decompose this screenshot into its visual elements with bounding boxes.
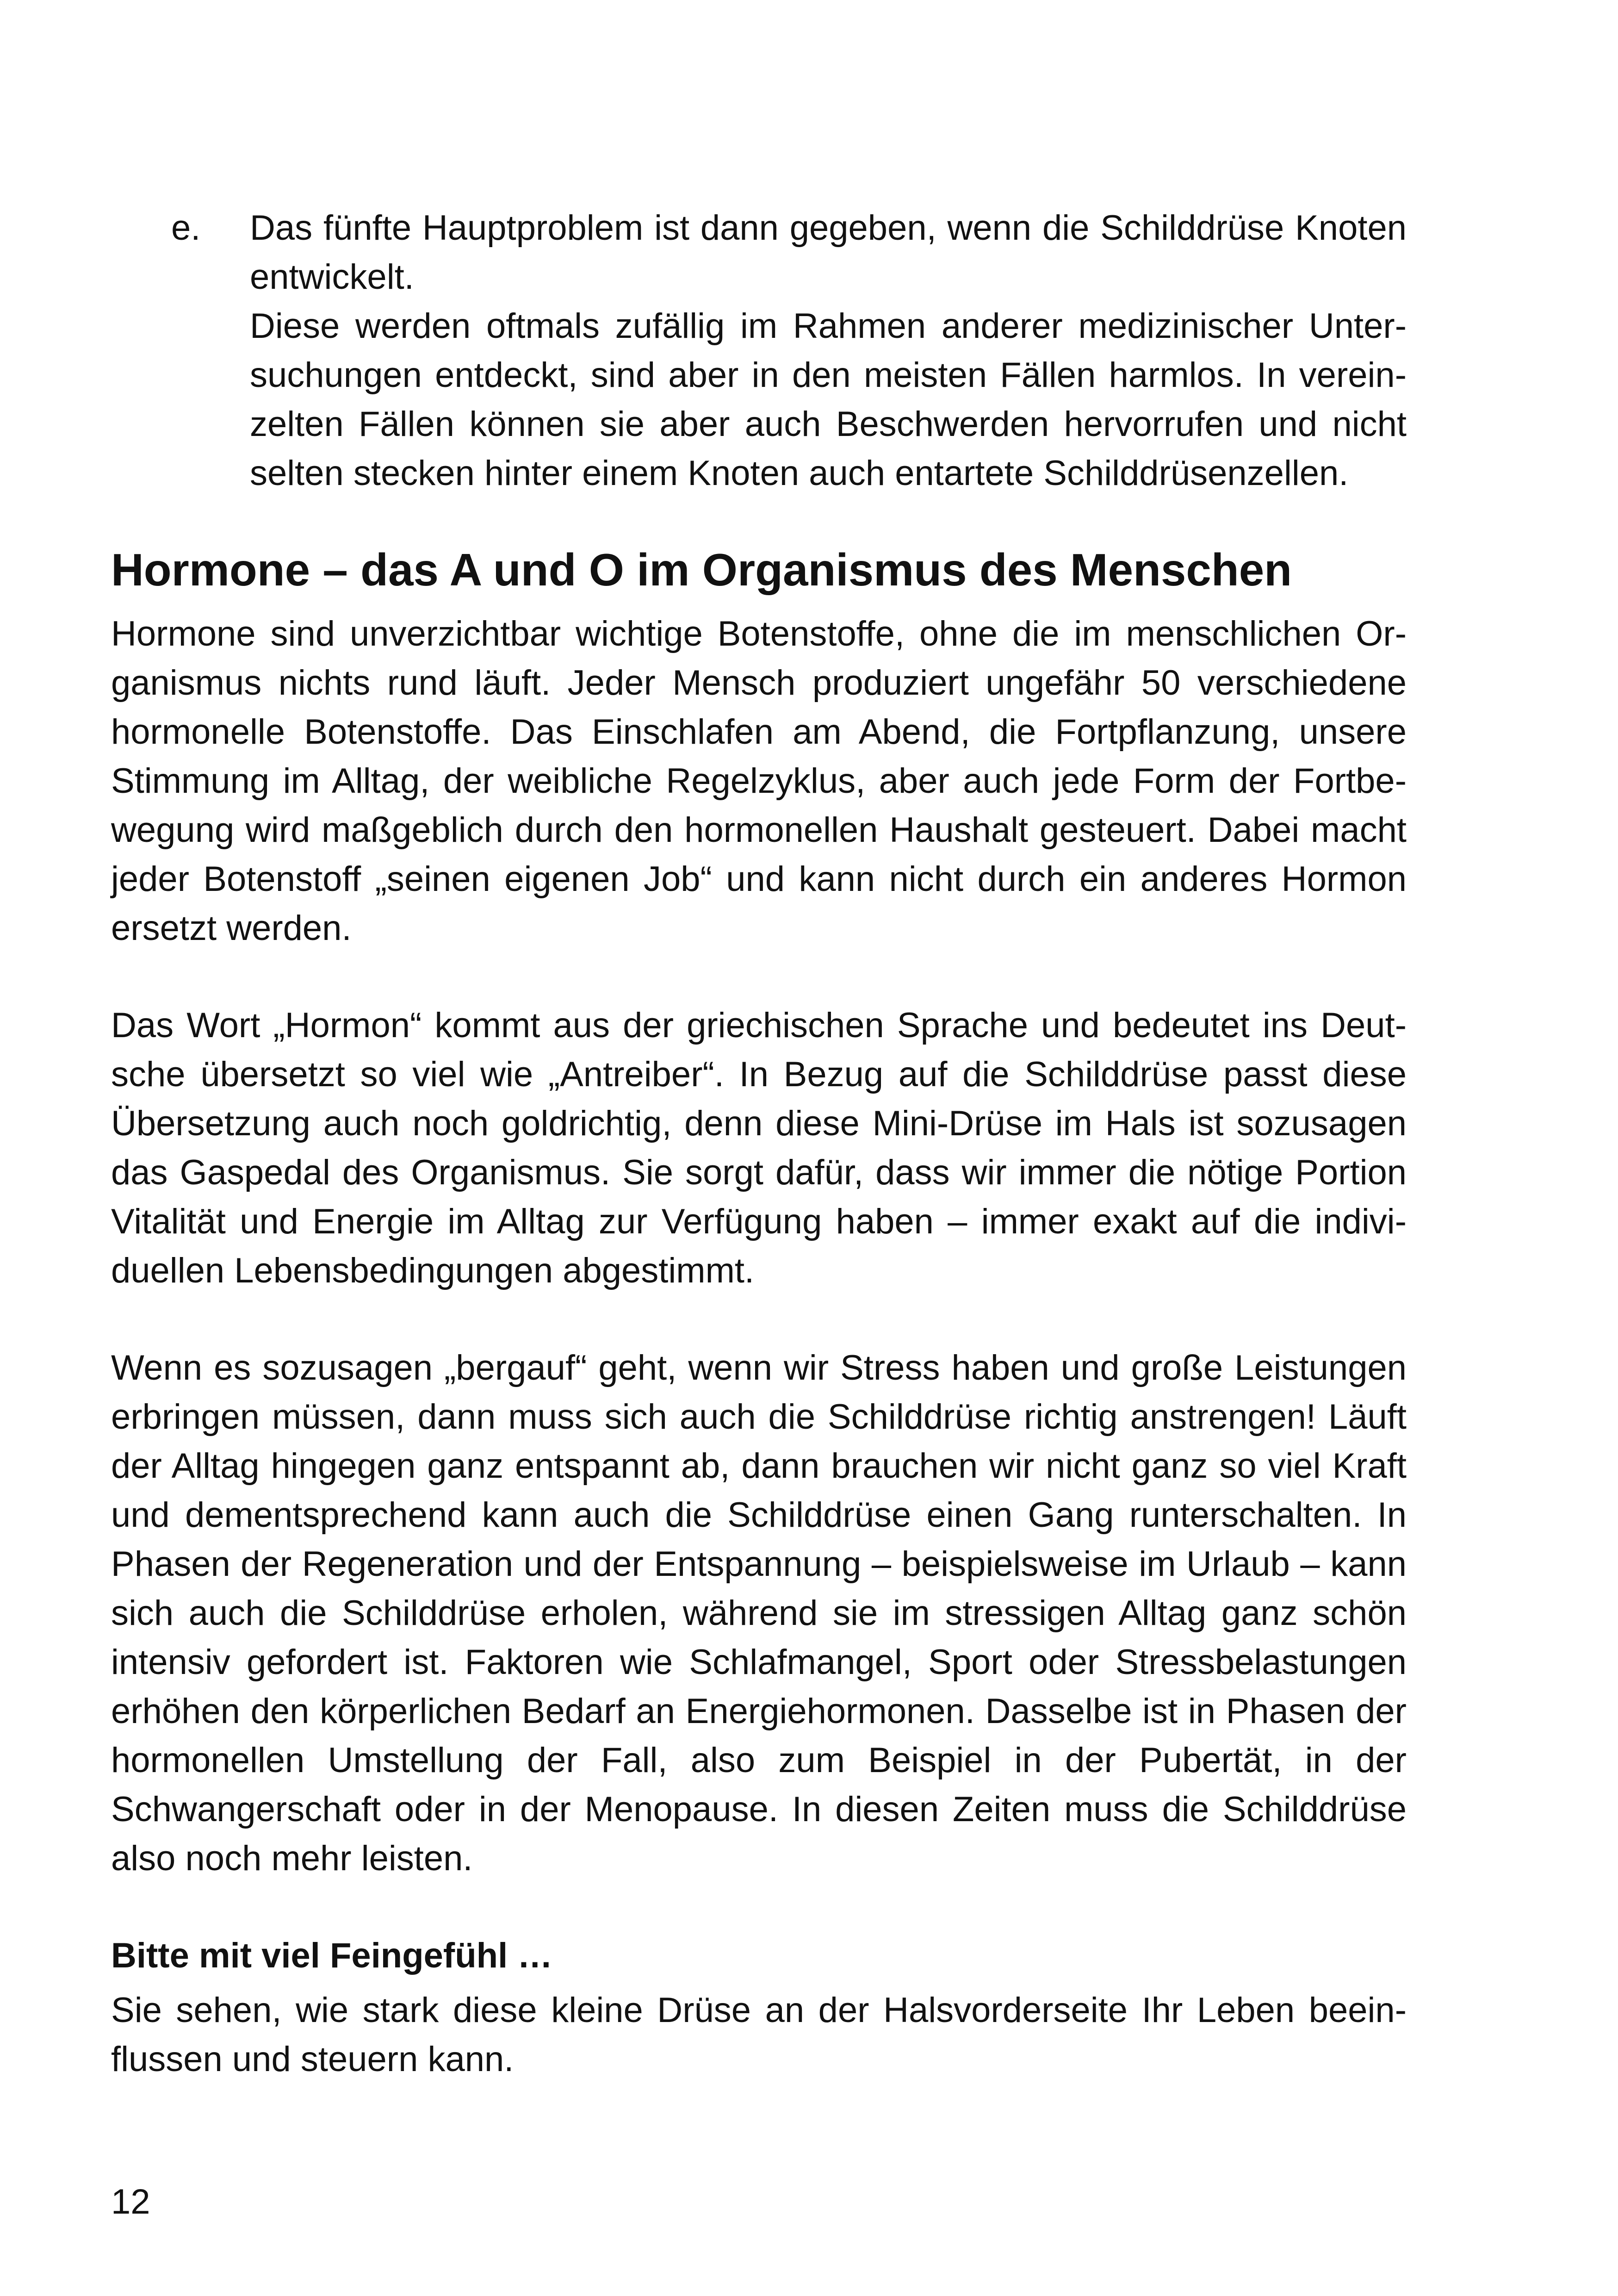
page-content xyxy=(111,204,1407,2084)
list-paragraph-1: Das fünfte Hauptproblem ist dann gegeben, wenn die Schilddrüse Knoten entwickelt. xyxy=(250,208,1407,297)
list-paragraph-2: Diese werden oftmals zufällig im Rahmen anderer medizinischer Untersuchungen entdeckt, sind aber in den meisten Fällen harmlos. In vereinzelten Fällen können sie aber auch Beschwerden hervorrufen und nicht selten stecken hinter einem Knoten auch entartete Schilddrüsenzellen. xyxy=(250,306,1407,493)
list-marker: e. xyxy=(171,208,201,248)
section-heading: Hormone – das A und O im Organismus des Menschen xyxy=(111,544,1292,595)
list-item-body xyxy=(250,204,1407,498)
list-item-e xyxy=(171,204,1407,498)
subsection-paragraph: Sie sehen, wie stark diese kleine Drüse an der Halsvorderseite Ihr Leben beeinflussen und steuern kann. xyxy=(111,1991,1407,2079)
page-number: 12 xyxy=(111,2182,150,2221)
subsection-heading: Bitte mit viel Feingefühl … xyxy=(111,1936,553,1975)
body-paragraph-3: Wenn es sozusagen „bergauf“ geht, wenn wir Stress haben und große Leistungen erbringen müssen, dann muss sich auch die Schilddrüse richtig anstrengen! Läuft der Alltag hingegen ganz entspannt ab, dann brauchen wir nicht ganz so viel Kraft und dementsprechend kann auch die Schilddrüse einen Gang runterschalten. In Phasen der Regeneration und der Entspannung – beispielsweise im Urlaub – kann sich auch die Schilddrüse erholen, während sie im stressigen Alltag ganz schön intensiv gefordert ist. Faktoren wie Schlafmangel, Sport oder Stressbelastungen erhöhen den körperlichen Bedarf an Energiehormonen. Dasselbe ist in Phasen der hormonellen Umstellung der Fall, also zum Beispiel in der Pubertät, in der Schwangerschaft oder in der Menopause. In diesen Zeiten muss die Schilddrüse also noch mehr leisten. xyxy=(111,1348,1407,1878)
body-paragraph-2: Das Wort „Hormon“ kommt aus der griechischen Sprache und bedeutet ins Deutsche übersetzt so viel wie „Antreiber“. In Bezug auf die Schilddrüse passt diese Übersetzung auch noch goldrichtig, denn diese Mini-Drüse im Hals ist sozusagen das Gaspedal des Organismus. Sie sorgt dafür, dass wir immer die nötige Portion Vitalität und Energie im Alltag zur Verfügung haben – immer exakt auf die individuellen Lebensbedingungen abgestimmt. xyxy=(111,1006,1407,1290)
body-paragraph-1: Hormone sind unverzichtbar wichtige Botenstoffe, ohne die im menschlichen Organismus nichts rund läuft. Jeder Mensch produziert ungefähr 50 verschiedene hormonelle Botenstoffe. Das Einschlafen am Abend, die Fortpflanzung, unsere Stimmung im Alltag, der weibliche Regelzyklus, aber auch jede Form der Fortbewegung wird maßgeblich durch den hormonellen Haushalt gesteuert. Dabei macht jeder Botenstoff „seinen eigenen Job“ und kann nicht durch ein anderes Hormon ersetzt werden. xyxy=(111,614,1407,948)
